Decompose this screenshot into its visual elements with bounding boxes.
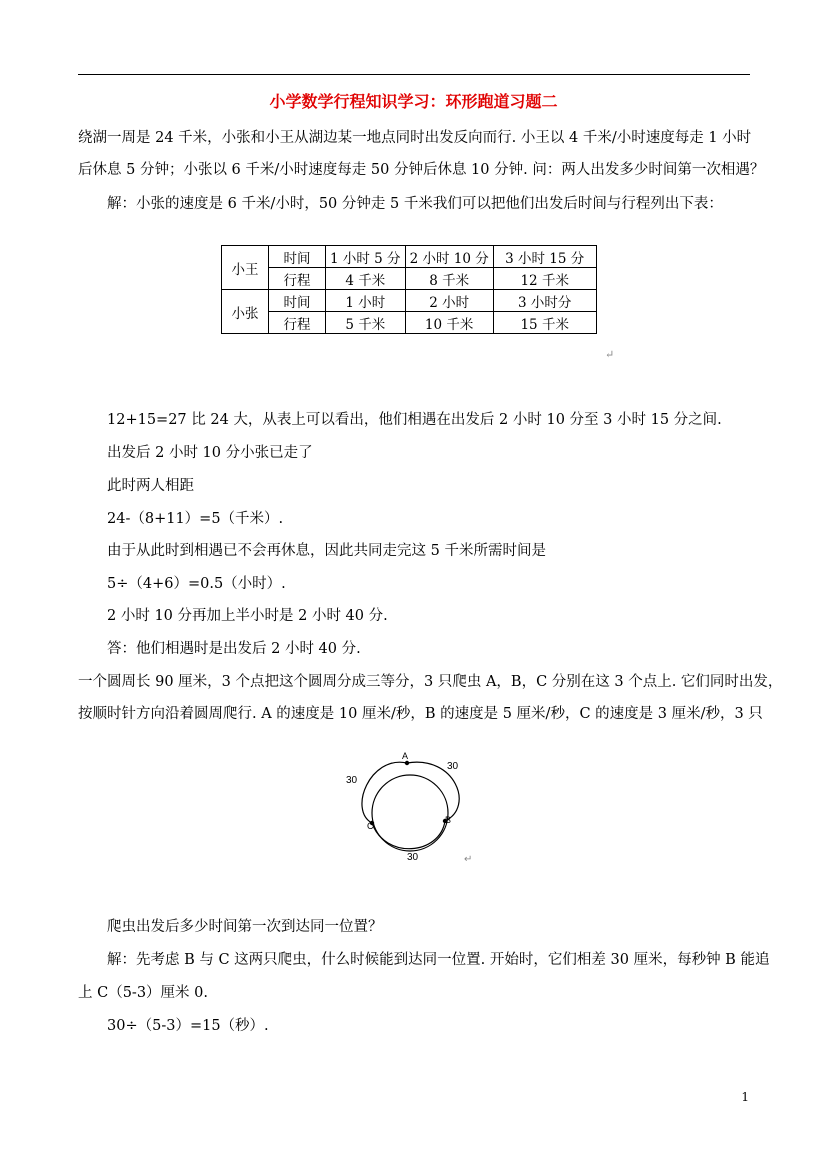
table-cell: 5 千米 <box>326 312 406 334</box>
return-mark: ↵ <box>605 348 615 361</box>
return-mark: ↵ <box>464 854 473 865</box>
label-b: B <box>445 815 452 825</box>
table-cell: 4 千米 <box>326 268 406 290</box>
arc-bottom-label: 30 <box>407 852 419 863</box>
solution1-intro: 解：小张的速度是 6 千米/小时，50 分钟走 5 千米我们可以把他们出发后时间与行程列出下表： <box>107 196 723 212</box>
table-cell: 1 小时 <box>326 290 406 312</box>
table-cell: 3 小时分 <box>493 290 596 312</box>
circle-diagram <box>340 745 500 870</box>
page-title: 小学数学行程知识学习：环形跑道习题二 <box>269 92 558 111</box>
table-cell: 1 小时 5 分 <box>326 246 406 268</box>
row-label-cell: 行程 <box>269 312 326 334</box>
problem2-line1: 一个圆周长 90 厘米，3 个点把这个圆周分成三等分，3 只爬虫 A，B，C 分别在这 3 个点上. 它们同时出发， <box>78 674 783 690</box>
label-a: A <box>402 751 409 761</box>
table-cell: 2 小时 <box>405 290 493 312</box>
arc-left-label: 30 <box>346 775 358 786</box>
group-cell-xiaowang: 小王 <box>222 246 269 290</box>
page-number: 1 <box>741 1090 749 1104</box>
problem1-line1: 绕湖一周是 24 千米，小张和小王从湖边某一地点同时出发反向而行. 小王以 4 千米/小时速度每走 1 小时 <box>78 130 752 146</box>
solution-line-6: 5÷（4+6）=0.5（小时）. <box>107 576 286 592</box>
table-row <box>222 268 597 290</box>
table-row <box>222 312 597 334</box>
row-label-cell: 时间 <box>269 290 326 312</box>
solution-line-7: 2 小时 10 分再加上半小时是 2 小时 40 分. <box>107 608 388 624</box>
time-distance-table <box>221 245 597 334</box>
table-row <box>222 246 597 268</box>
solution2-line2: 上 C（5-3）厘米 0. <box>78 985 208 1001</box>
problem2-question: 爬虫出发后多少时间第一次到达同一位置？ <box>107 919 383 935</box>
group-cell-xiaozhang: 小张 <box>222 290 269 334</box>
solution-line-2: 出发后 2 小时 10 分小张已走了 <box>107 445 313 461</box>
table-row <box>222 290 597 312</box>
arc-left <box>362 762 407 823</box>
table-cell: 8 千米 <box>405 268 493 290</box>
row-label-cell: 时间 <box>269 246 326 268</box>
label-c: C <box>367 821 374 831</box>
solution2-line3: 30÷（5-3）=15（秒）. <box>107 1018 269 1034</box>
header-rule <box>78 74 750 75</box>
solution-line-3: 此时两人相距 <box>107 478 194 494</box>
table-cell: 15 千米 <box>493 312 596 334</box>
point-a-dot <box>405 761 409 765</box>
solution-line-4: 24-（8+11）=5（千米）. <box>107 511 284 527</box>
table-cell: 2 小时 10 分 <box>405 246 493 268</box>
table-cell: 12 千米 <box>493 268 596 290</box>
problem2-line2: 按顺时针方向沿着圆周爬行. A 的速度是 10 厘米/秒，B 的速度是 5 厘米/秒，C 的速度是 3 厘米/秒，3 只 <box>78 706 763 722</box>
arc-right-label: 30 <box>447 761 459 772</box>
solution-line-1: 12+15=27 比 24 大，从表上可以看出，他们相遇在出发后 2 小时 10 分至 3 小时 15 分之间. <box>107 412 722 428</box>
answer-line: 答：他们相遇时是出发后 2 小时 40 分. <box>107 641 361 657</box>
table-cell: 3 小时 15 分 <box>493 246 596 268</box>
row-label-cell: 行程 <box>269 268 326 290</box>
problem1-line2: 后休息 5 分钟；小张以 6 千米/小时速度每走 50 分钟后休息 10 分钟. 问：两人出发多少时间第一次相遇？ <box>78 162 765 178</box>
arc-bottom <box>372 821 445 849</box>
solution2-line1: 解：先考虑 B 与 C 这两只爬虫，什么时候能到达同一位置. 开始时，它们相差 30 厘米，每秒钟 B 能追 <box>107 952 770 968</box>
solution-line-5: 由于从此时到相遇已不会再休息，因此共同走完这 5 千米所需时间是 <box>107 543 546 559</box>
table-cell: 10 千米 <box>405 312 493 334</box>
